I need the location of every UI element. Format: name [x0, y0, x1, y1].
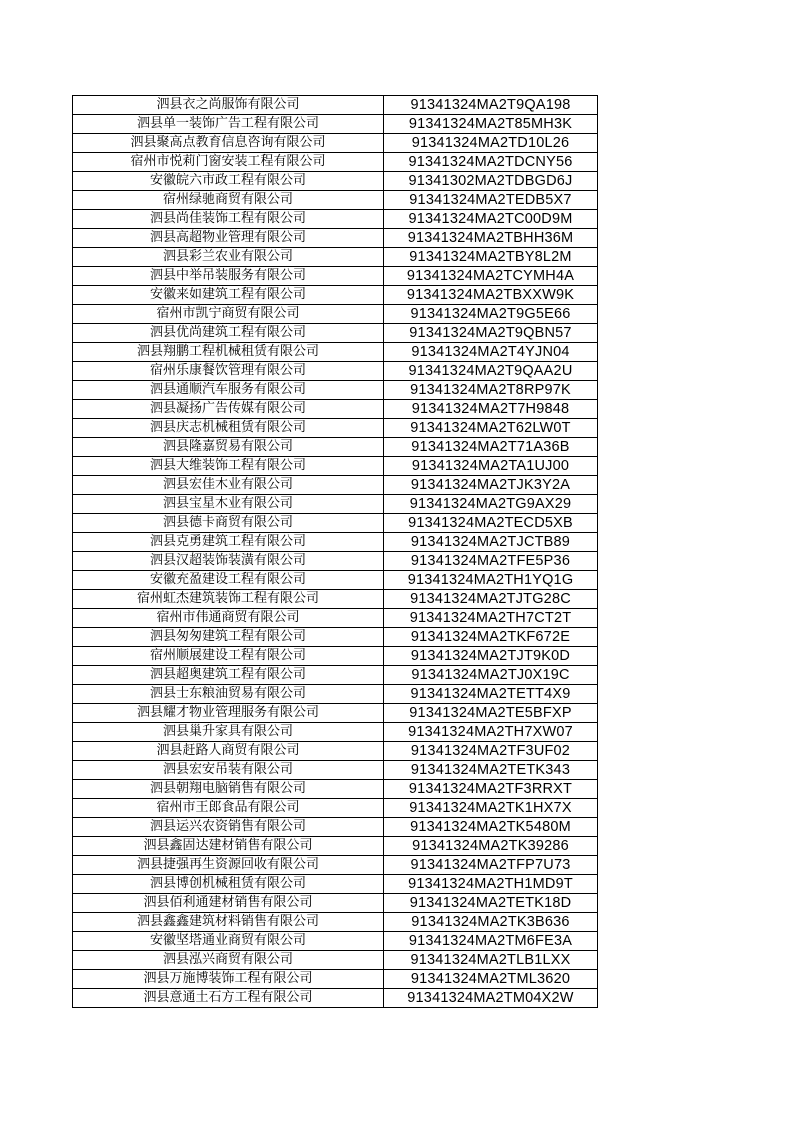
company-name-cell: 宿州市悦莉门窗安装工程有限公司 [73, 153, 384, 172]
table-row [73, 609, 598, 628]
credit-code-cell: 91341324MA2TH7CT2T [384, 609, 598, 628]
company-name-cell: 安徽来如建筑工程有限公司 [73, 286, 384, 305]
table-row [73, 913, 598, 932]
credit-code-cell: 91341324MA2T9QA198 [384, 96, 598, 115]
table-row [73, 780, 598, 799]
table-row [73, 628, 598, 647]
company-name-cell: 泗县鑫固达建材销售有限公司 [73, 837, 384, 856]
company-name-cell: 宿州市伟通商贸有限公司 [73, 609, 384, 628]
company-name-cell: 安徽皖六市政工程有限公司 [73, 172, 384, 191]
company-name-cell: 泗县巢升家具有限公司 [73, 723, 384, 742]
credit-code-cell: 91341324MA2T62LW0T [384, 419, 598, 438]
credit-code-cell: 91341324MA2TC00D9M [384, 210, 598, 229]
credit-code-cell: 91341324MA2TFE5P36 [384, 552, 598, 571]
credit-code-cell: 91341324MA2T4YJN04 [384, 343, 598, 362]
credit-code-cell: 91341324MA2TKF672E [384, 628, 598, 647]
table-row [73, 590, 598, 609]
credit-code-cell: 91341324MA2TBXXW9K [384, 286, 598, 305]
company-name-cell: 泗县匆匆建筑工程有限公司 [73, 628, 384, 647]
company-name-cell: 泗县捷强再生资源回收有限公司 [73, 856, 384, 875]
credit-code-cell: 91341324MA2T9QBN57 [384, 324, 598, 343]
table-row [73, 704, 598, 723]
company-name-cell: 泗县宏佳木业有限公司 [73, 476, 384, 495]
company-name-cell: 泗县士东粮油贸易有限公司 [73, 685, 384, 704]
table-row [73, 286, 598, 305]
table-row [73, 856, 598, 875]
company-table-body [73, 96, 598, 1008]
credit-code-cell: 91341324MA2TFP7U73 [384, 856, 598, 875]
credit-code-cell: 91341324MA2TJ0X19C [384, 666, 598, 685]
credit-code-cell: 91341324MA2TF3RRXT [384, 780, 598, 799]
table-row [73, 666, 598, 685]
company-name-cell: 泗县宝星木业有限公司 [73, 495, 384, 514]
company-name-cell: 泗县赶路人商贸有限公司 [73, 742, 384, 761]
table-row [73, 970, 598, 989]
company-name-cell: 泗县意通土石方工程有限公司 [73, 989, 384, 1008]
table-row [73, 742, 598, 761]
credit-code-cell: 91341324MA2T9QAA2U [384, 362, 598, 381]
company-name-cell: 安徽坚塔通业商贸有限公司 [73, 932, 384, 951]
table-row [73, 875, 598, 894]
credit-code-cell: 91341324MA2T71A36B [384, 438, 598, 457]
company-name-cell: 泗县博创机械租赁有限公司 [73, 875, 384, 894]
credit-code-cell: 91341324MA2TETT4X9 [384, 685, 598, 704]
table-row [73, 438, 598, 457]
credit-code-cell: 91341324MA2TLB1LXX [384, 951, 598, 970]
credit-code-cell: 91341324MA2TH7XW07 [384, 723, 598, 742]
company-name-cell: 宿州绿驰商贸有限公司 [73, 191, 384, 210]
company-name-cell: 泗县超奥建筑工程有限公司 [73, 666, 384, 685]
company-name-cell: 泗县泓兴商贸有限公司 [73, 951, 384, 970]
table-row [73, 476, 598, 495]
table-row [73, 362, 598, 381]
credit-code-cell: 91341324MA2TA1UJ00 [384, 457, 598, 476]
company-name-cell: 泗县鑫鑫建筑材料销售有限公司 [73, 913, 384, 932]
credit-code-cell: 91341324MA2TBHH36M [384, 229, 598, 248]
table-row [73, 381, 598, 400]
table-row [73, 305, 598, 324]
credit-code-cell: 91341324MA2TCYMH4A [384, 267, 598, 286]
credit-code-cell: 91341324MA2TD10L26 [384, 134, 598, 153]
table-row [73, 457, 598, 476]
company-name-cell: 泗县万施博装饰工程有限公司 [73, 970, 384, 989]
credit-code-cell: 91341324MA2TE5BFXP [384, 704, 598, 723]
credit-code-cell: 91341324MA2TK3B636 [384, 913, 598, 932]
company-name-cell: 宿州顺展建设工程有限公司 [73, 647, 384, 666]
table-row [73, 647, 598, 666]
company-name-cell: 泗县尚佳装饰工程有限公司 [73, 210, 384, 229]
table-row [73, 191, 598, 210]
table-row [73, 571, 598, 590]
table-row [73, 115, 598, 134]
company-name-cell: 泗县庆志机械租赁有限公司 [73, 419, 384, 438]
company-name-cell: 泗县宏安吊装有限公司 [73, 761, 384, 780]
company-name-cell: 宿州市王郎食品有限公司 [73, 799, 384, 818]
company-name-cell: 宿州市凯宁商贸有限公司 [73, 305, 384, 324]
table-row [73, 343, 598, 362]
table-row [73, 951, 598, 970]
credit-code-cell: 91341324MA2TH1MD9T [384, 875, 598, 894]
table-row [73, 210, 598, 229]
table-row [73, 96, 598, 115]
table-row [73, 324, 598, 343]
table-row [73, 229, 598, 248]
company-table [72, 95, 598, 1008]
company-name-cell: 泗县耀才物业管理服务有限公司 [73, 704, 384, 723]
company-name-cell: 泗县大维装饰工程有限公司 [73, 457, 384, 476]
company-name-cell: 泗县德卡商贸有限公司 [73, 514, 384, 533]
credit-code-cell: 91341324MA2T9G5E66 [384, 305, 598, 324]
credit-code-cell: 91341324MA2TDCNY56 [384, 153, 598, 172]
company-name-cell: 泗县通顺汽车服务有限公司 [73, 381, 384, 400]
table-row [73, 932, 598, 951]
company-name-cell: 泗县衣之尚服饰有限公司 [73, 96, 384, 115]
table-row [73, 533, 598, 552]
company-name-cell: 泗县佰利通建材销售有限公司 [73, 894, 384, 913]
table-row [73, 134, 598, 153]
credit-code-cell: 91341324MA2TH1YQ1G [384, 571, 598, 590]
credit-code-cell: 91341324MA2TJT9K0D [384, 647, 598, 666]
credit-code-cell: 91341324MA2TETK343 [384, 761, 598, 780]
company-name-cell: 泗县聚高点教育信息咨询有限公司 [73, 134, 384, 153]
credit-code-cell: 91341324MA2TK39286 [384, 837, 598, 856]
table-row [73, 799, 598, 818]
credit-code-cell: 91341324MA2TECD5XB [384, 514, 598, 533]
company-name-cell: 泗县优尚建筑工程有限公司 [73, 324, 384, 343]
table-row [73, 400, 598, 419]
credit-code-cell: 91341324MA2TM04X2W [384, 989, 598, 1008]
table-row [73, 419, 598, 438]
credit-code-cell: 91341302MA2TDBGD6J [384, 172, 598, 191]
company-name-cell: 泗县翔鹏工程机械租赁有限公司 [73, 343, 384, 362]
company-name-cell: 泗县克勇建筑工程有限公司 [73, 533, 384, 552]
company-name-cell: 泗县中举吊装服务有限公司 [73, 267, 384, 286]
credit-code-cell: 91341324MA2TK5480M [384, 818, 598, 837]
table-row [73, 989, 598, 1008]
company-name-cell: 泗县凝扬广告传媒有限公司 [73, 400, 384, 419]
company-name-cell: 泗县汉超装饰装潢有限公司 [73, 552, 384, 571]
table-row [73, 514, 598, 533]
table-row [73, 685, 598, 704]
credit-code-cell: 91341324MA2TM6FE3A [384, 932, 598, 951]
credit-code-cell: 91341324MA2TBY8L2M [384, 248, 598, 267]
table-row [73, 267, 598, 286]
credit-code-cell: 91341324MA2TEDB5X7 [384, 191, 598, 210]
credit-code-cell: 91341324MA2TJTG28C [384, 590, 598, 609]
table-row [73, 837, 598, 856]
table-row [73, 894, 598, 913]
credit-code-cell: 91341324MA2TETK18D [384, 894, 598, 913]
company-name-cell: 宿州虹杰建筑装饰工程有限公司 [73, 590, 384, 609]
credit-code-cell: 91341324MA2TJCTB89 [384, 533, 598, 552]
table-row [73, 153, 598, 172]
table-row [73, 172, 598, 191]
credit-code-cell: 91341324MA2T7H9848 [384, 400, 598, 419]
table-row [73, 248, 598, 267]
company-name-cell: 宿州乐康餐饮管理有限公司 [73, 362, 384, 381]
credit-code-cell: 91341324MA2TML3620 [384, 970, 598, 989]
table-row [73, 495, 598, 514]
company-name-cell: 泗县隆嘉贸易有限公司 [73, 438, 384, 457]
company-name-cell: 安徽充盈建设工程有限公司 [73, 571, 384, 590]
credit-code-cell: 91341324MA2TF3UF02 [384, 742, 598, 761]
credit-code-cell: 91341324MA2TJK3Y2A [384, 476, 598, 495]
table-row [73, 723, 598, 742]
company-name-cell: 泗县朝翔电脑销售有限公司 [73, 780, 384, 799]
credit-code-cell: 91341324MA2T85MH3K [384, 115, 598, 134]
company-name-cell: 泗县高超物业管理有限公司 [73, 229, 384, 248]
credit-code-cell: 91341324MA2TK1HX7X [384, 799, 598, 818]
company-name-cell: 泗县单一装饰广告工程有限公司 [73, 115, 384, 134]
company-register-sheet [72, 95, 597, 1008]
table-row [73, 818, 598, 837]
company-name-cell: 泗县彩兰农业有限公司 [73, 248, 384, 267]
credit-code-cell: 91341324MA2TG9AX29 [384, 495, 598, 514]
table-row [73, 552, 598, 571]
credit-code-cell: 91341324MA2T8RP97K [384, 381, 598, 400]
table-row [73, 761, 598, 780]
company-name-cell: 泗县运兴农资销售有限公司 [73, 818, 384, 837]
